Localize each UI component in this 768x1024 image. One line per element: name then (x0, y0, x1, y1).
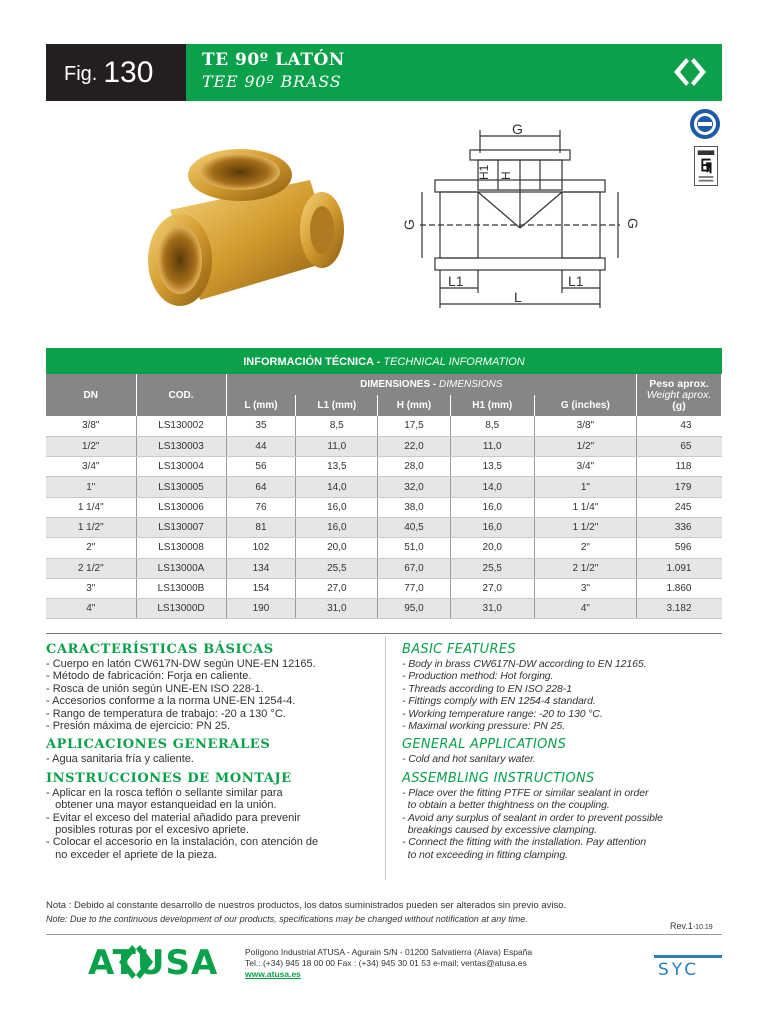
title-english: TEE 90º BRASS (202, 72, 342, 91)
table-cell: 31,0 (450, 599, 534, 619)
fig-label: Fig. (64, 63, 98, 85)
list-item: to obtain a better thightness on the coupling. (402, 799, 610, 812)
assembly-es (46, 787, 376, 861)
list-item: - Fittings comply with EN 1254-4 standard. (402, 695, 596, 708)
syc-text: SYC (658, 960, 700, 980)
title-bar (186, 44, 722, 101)
table-cell: 20,0 (296, 538, 378, 558)
list-item: - Maximal working pressure: PN 25. (402, 720, 565, 733)
table-cell: 4" (534, 599, 636, 619)
table-row (46, 517, 722, 537)
table-cell: 8,5 (450, 416, 534, 436)
aenor-certification-icon (694, 146, 718, 186)
table-cell: 56 (226, 457, 296, 477)
table-cell: 8,5 (296, 416, 378, 436)
table-row (46, 457, 722, 477)
table-cell: 4" (46, 599, 136, 619)
table-cell: 14,0 (450, 477, 534, 497)
list-item: - Evitar el exceso del material añadido para prevenir (46, 811, 301, 824)
table-title (46, 348, 722, 374)
table-cell: 40,5 (378, 517, 451, 537)
heading-aplicaciones: APLICACIONES GENERALES (46, 737, 271, 753)
technical-drawing (400, 118, 641, 318)
table-cell: LS13000A (136, 558, 226, 578)
dim-g-top: G (512, 121, 523, 137)
list-item: posibles roturas por el excesivo apriete. (46, 824, 249, 837)
heading-assembling: ASSEMBLING INSTRUCTIONS (402, 770, 595, 786)
dim-l1-left: L1 (448, 273, 464, 289)
table-cell: 596 (637, 538, 722, 558)
list-item: - Rosca de unión según UNE-EN ISO 228-1. (46, 682, 264, 695)
features-es (46, 658, 376, 732)
table-cell: 134 (226, 558, 296, 578)
list-item: - Working temperature range: -20 to 130 °C. (402, 707, 603, 720)
technical-table (46, 348, 722, 619)
table-cell: 14,0 (296, 477, 378, 497)
table-cell: 2" (534, 538, 636, 558)
list-item: breakings caused by excessive clamping. (402, 824, 597, 837)
table-cell: 22,0 (378, 436, 451, 456)
table-row (46, 477, 722, 497)
table-cell: 118 (637, 457, 722, 477)
dim-h: H (499, 171, 513, 180)
spanish-column (46, 642, 376, 866)
table-cell: 16,0 (450, 497, 534, 517)
table-cell: 81 (226, 517, 296, 537)
table-cell: 35 (226, 416, 296, 436)
table-cell: LS130005 (136, 477, 226, 497)
list-item: - Cold and hot sanitary water. (402, 753, 536, 766)
assembly-en (402, 787, 722, 861)
table-cell: LS130008 (136, 538, 226, 558)
col-h1: H1 (mm) (450, 395, 534, 416)
note-english: Note: Due to the continuous development of our products, specifications may be changed without notification at any time. (46, 914, 528, 924)
table-cell: 67,0 (378, 558, 451, 578)
table-cell: LS130007 (136, 517, 226, 537)
table-cell: 3/8" (46, 416, 136, 436)
list-item: - Place over the fitting PTFE or similar sealant in order (402, 786, 649, 799)
table-cell: 3/8" (534, 416, 636, 436)
table-title-es: INFORMACIÓN TÉCNICA - (243, 356, 384, 368)
table-row (46, 578, 722, 598)
heading-instrucciones: INSTRUCCIONES DE MONTAJE (46, 770, 292, 786)
list-item: - Body in brass CW617N-DW according to EN 12165. (402, 658, 647, 670)
dim-l1-right: L1 (568, 273, 584, 289)
table-cell: LS130003 (136, 436, 226, 456)
contact-line: Tel.: (+34) 945 18 00 00 Fax : (+34) 945 30 01 53 e-mail: ventas@atusa.es (245, 958, 527, 968)
table-cell: 11,0 (296, 436, 378, 456)
table-cell: 1" (534, 477, 636, 497)
note-spanish: Nota : Debido al constante desarrollo de nuestros productos, los datos suministrados pueden ser alterados sin previo aviso. (46, 900, 567, 911)
table-cell: 245 (637, 497, 722, 517)
table-cell: 76 (226, 497, 296, 517)
table-cell: 2 1/2" (534, 558, 636, 578)
list-item: - Accesorios conforme a la norma UNE-EN 1254-4. (46, 695, 296, 708)
table-cell: LS130004 (136, 457, 226, 477)
figure-number-box (46, 44, 186, 101)
table-cell: 28,0 (378, 457, 451, 477)
list-item: - Avoid any surplus of sealant in order to prevent possible (402, 811, 663, 824)
list-item: - Threads according to EN ISO 228-1 (402, 682, 572, 695)
col-weight: Peso aprox. Weight aprox. (g) (637, 374, 722, 416)
features-en (402, 658, 722, 732)
table-cell: 44 (226, 436, 296, 456)
table-row (46, 599, 722, 619)
company-name: ATUSA (88, 943, 219, 983)
list-item: - Cuerpo en latón CW617N-DW según UNE-EN 12165. (46, 658, 316, 670)
col-l1: L1 (mm) (296, 395, 378, 416)
list-item: - Agua sanitaria fría y caliente. (46, 753, 194, 766)
table-cell: 1.091 (637, 558, 722, 578)
website-link[interactable]: www.atusa.es (245, 969, 301, 979)
table-cell: LS13000B (136, 578, 226, 598)
title-spanish: TE 90º LATÓN (202, 50, 345, 70)
table-cell: 95,0 (378, 599, 451, 619)
table-cell: 1 1/4" (534, 497, 636, 517)
apps-en (402, 753, 722, 765)
table-cell: 64 (226, 477, 296, 497)
table-cell: 3/4" (46, 457, 136, 477)
address-line: Polígono Industrial ATUSA - Agurain S/N - 01200 Salvatierra (Alava) España (245, 947, 533, 957)
table-cell: 3/4" (534, 457, 636, 477)
table-cell: LS130002 (136, 416, 226, 436)
list-item: - Production method: Hot forging. (402, 670, 554, 683)
table-cell: 1.860 (637, 578, 722, 598)
table-cell: 3" (46, 578, 136, 598)
table-cell: 17,5 (378, 416, 451, 436)
table-row (46, 558, 722, 578)
table-cell: 1" (46, 477, 136, 497)
table-cell: 16,0 (450, 517, 534, 537)
table-cell: 32,0 (378, 477, 451, 497)
table-cell: 154 (226, 578, 296, 598)
company-address (245, 947, 532, 980)
fig-number: 130 (103, 55, 154, 89)
table-cell: 13,5 (296, 457, 378, 477)
table-cell: 20,0 (450, 538, 534, 558)
dim-g-right: G (625, 218, 641, 229)
list-item: no exceder el apriete de la pieza. (46, 848, 218, 861)
table-row (46, 436, 722, 456)
table-cell: 1 1/2" (46, 517, 136, 537)
table-cell: 1 1/2" (534, 517, 636, 537)
column-divider (385, 636, 386, 880)
brass-tee-product-image (140, 140, 350, 320)
apps-es (46, 753, 376, 765)
table-cell: 31,0 (296, 599, 378, 619)
table-cell: 27,0 (450, 578, 534, 598)
table-cell: 77,0 (378, 578, 451, 598)
table-cell: 190 (226, 599, 296, 619)
atusa-mark-icon (672, 54, 708, 90)
table-cell: 25,5 (296, 558, 378, 578)
table-cell: 3" (534, 578, 636, 598)
table-cell: 25,5 (450, 558, 534, 578)
table-cell: 2" (46, 538, 136, 558)
list-item: - Presión máxima de ejercicio: PN 25. (46, 720, 231, 733)
table-cell: 1 1/4" (46, 497, 136, 517)
col-dn: DN (46, 374, 136, 416)
syc-logo-icon (654, 955, 722, 980)
col-dimensions: DIMENSIONES - DIMENSIONS (226, 374, 637, 395)
table-cell: 1/2" (46, 436, 136, 456)
footer-divider (46, 934, 722, 935)
table-title-en: TECHNICAL INFORMATION (383, 356, 525, 368)
list-item: - Aplicar en la rosca teflón o sellante similar para (46, 786, 283, 799)
table-cell: 11,0 (450, 436, 534, 456)
dim-g-left: G (401, 219, 417, 230)
dim-h1: H1 (477, 164, 491, 180)
table-cell: 43 (637, 416, 722, 436)
english-column (402, 642, 722, 866)
table-cell: 65 (637, 436, 722, 456)
col-l: L (mm) (226, 395, 296, 416)
list-item: obtener una mayor estanqueidad en la unión. (46, 799, 277, 812)
col-g: G (inches) (534, 395, 636, 416)
list-item: - Connect the fitting with the installation. Pay attention (402, 836, 647, 849)
dim-l: L (514, 289, 522, 305)
heading-general-applications: GENERAL APPLICATIONS (402, 737, 567, 753)
table-cell: 16,0 (296, 517, 378, 537)
table-cell: 16,0 (296, 497, 378, 517)
table-cell: LS13000D (136, 599, 226, 619)
table-cell: 3.182 (637, 599, 722, 619)
table-cell: 13,5 (450, 457, 534, 477)
table-cell: LS130006 (136, 497, 226, 517)
heading-caracteristicas: CARACTERÍSTICAS BÁSICAS (46, 642, 274, 657)
table-row (46, 416, 722, 436)
table-cell: 51,0 (378, 538, 451, 558)
table-cell: 27,0 (296, 578, 378, 598)
heading-basic-features: BASIC FEATURES (402, 642, 516, 657)
table-cell: 102 (226, 538, 296, 558)
table-cell: 1/2" (534, 436, 636, 456)
col-h: H (mm) (378, 395, 451, 416)
table-row (46, 538, 722, 558)
table-cell: 38,0 (378, 497, 451, 517)
table-cell: 2 1/2" (46, 558, 136, 578)
table-cell: 336 (637, 517, 722, 537)
list-item: to not exceeding in fitting clamping. (402, 848, 568, 861)
col-cod: COD. (136, 374, 226, 416)
section-divider (46, 633, 722, 634)
table-row (46, 497, 722, 517)
table-cell: 179 (637, 477, 722, 497)
list-item: - Colocar el accesorio en la instalación, con atención de (46, 836, 319, 849)
certification-seal-icon (689, 108, 721, 140)
revision: Rev.1-10.19 (670, 921, 713, 931)
list-item: - Método de fabricación: Forja en caliente. (46, 670, 252, 683)
list-item: - Rango de temperatura de trabajo: -20 a 130 °C. (46, 707, 286, 720)
